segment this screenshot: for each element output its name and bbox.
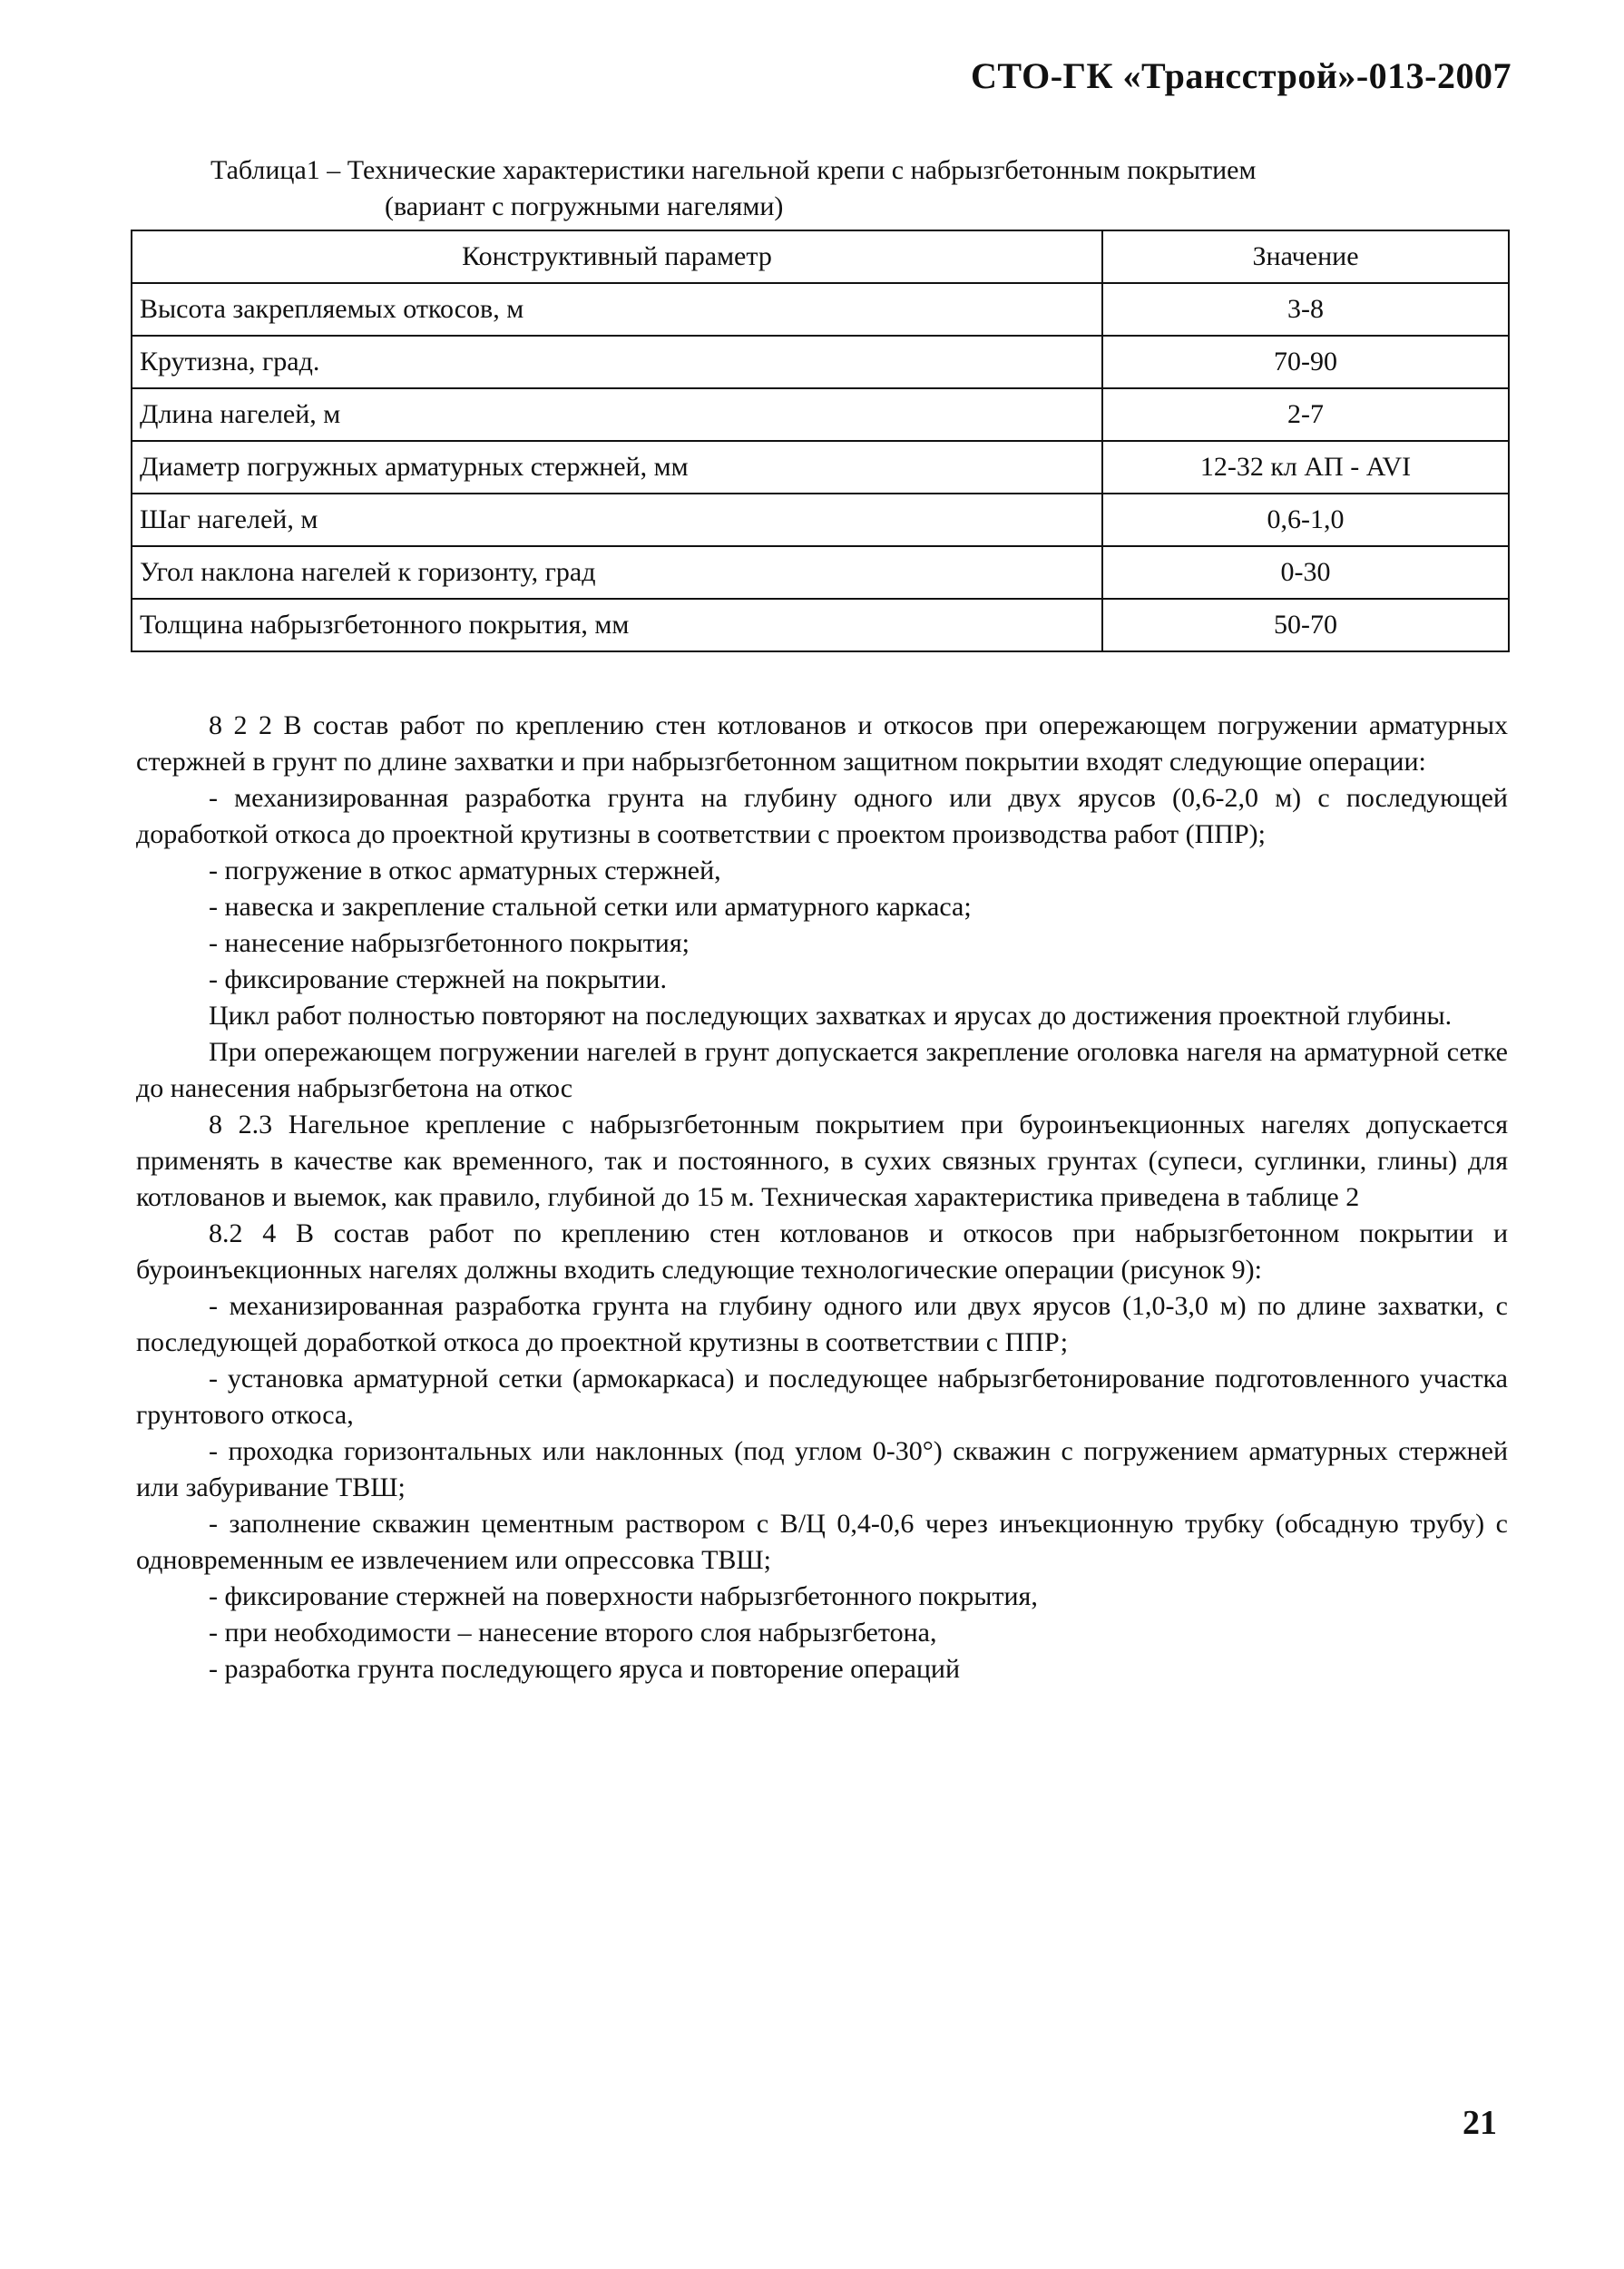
row-value: 70-90 — [1102, 336, 1509, 388]
row-value: 0,6-1,0 — [1102, 494, 1509, 546]
row-value: 3-8 — [1102, 283, 1509, 336]
table-caption — [210, 152, 1508, 225]
list-item: - при необходимости – нанесение второго слоя набрызгбетона, — [209, 1618, 937, 1648]
list-item: - проходка горизонтальных или наклонных (под углом 0-30°) скважин с погружением арматурных стержней или забуривание ТВШ; — [136, 1436, 1508, 1502]
row-parameter: Толщина набрызгбетонного покрытия, мм — [132, 599, 1102, 651]
row-parameter: Шаг нагелей, м — [132, 494, 1102, 546]
list-item: - фиксирование стержней на покрытии. — [209, 964, 667, 994]
list-item: - разработка грунта последующего яруса и повторение операций — [209, 1654, 961, 1684]
table-row — [132, 336, 1509, 388]
paragraph: Цикл работ полностью повторяют на последующих захватках и ярусах до достижения проектной глубины. — [209, 1001, 1453, 1031]
row-parameter: Длина нагелей, м — [132, 388, 1102, 441]
paragraph-8-2-3: 8 2.3 Нагельное крепление с набрызгбетонным покрытием при буроинъекционных нагелях допускается применять в качестве как временного, так и постоянного, в сухих связных грунтах (супеси, суглинки, глины) для котлованов и выемок, как правило, глубиной до 15 м. Техническая характеристика приведена в таблице 2 — [136, 1110, 1508, 1212]
column-header-value: Значение — [1102, 230, 1509, 283]
column-header-parameter: Конструктивный параметр — [132, 230, 1102, 283]
document-code-header: СТО-ГК «Трансстрой»-013-2007 — [971, 55, 1511, 96]
row-value: 2-7 — [1102, 388, 1509, 441]
list-item: - навеска и закрепление стальной сетки или арматурного каркаса; — [209, 892, 972, 922]
table-row — [132, 494, 1509, 546]
table-row — [132, 388, 1509, 441]
list-item: - фиксирование стержней на поверхности набрызгбетонного покрытия, — [209, 1581, 1038, 1611]
table-row — [132, 283, 1509, 336]
page-number: 21 — [1463, 2104, 1497, 2142]
list-item: - погружение в откос арматурных стержней, — [209, 856, 721, 885]
table-row — [132, 441, 1509, 494]
table-caption-title: Таблица1 – Технические характеристики нагельной крепи с набрызгбетонным покрытием — [210, 155, 1257, 185]
table-row — [132, 599, 1509, 651]
list-item: - механизированная разработка грунта на глубину одного или двух ярусов (1,0-3,0 м) по длине захватки, с последующей доработкой откоса до проектной крутизны в соответствии с ППР; — [136, 1291, 1508, 1357]
body-text — [136, 708, 1508, 1687]
paragraph-8-2-4: 8.2 4 В состав работ по креплению стен котлованов и откосов при набрызгбетонном покрытии и буроинъекционных нагелях должны входить следующие технологические операции (рисунок 9): — [136, 1218, 1508, 1285]
row-parameter: Угол наклона нагелей к горизонту, град — [132, 546, 1102, 599]
row-parameter: Диаметр погружных арматурных стержней, мм — [132, 441, 1102, 494]
row-value: 50-70 — [1102, 599, 1509, 651]
list-item: - установка арматурной сетки (армокаркаса) и последующее набрызгбетонирование подготовленного участка грунтового откоса, — [136, 1364, 1508, 1430]
table-caption-subtitle: (вариант с погружными нагелями) — [385, 191, 784, 221]
row-value: 0-30 — [1102, 546, 1509, 599]
list-item: - механизированная разработка грунта на глубину одного или двух ярусов (0,6-2,0 м) с последующей доработкой откоса до проектной крутизны в соответствии с проектом производства работ (ППР); — [136, 783, 1508, 849]
specification-table — [131, 230, 1510, 652]
list-item: - нанесение набрызгбетонного покрытия; — [209, 928, 690, 958]
row-parameter: Высота закрепляемых откосов, м — [132, 283, 1102, 336]
table-header-row — [132, 230, 1509, 283]
row-parameter: Крутизна, град. — [132, 336, 1102, 388]
paragraph-8-2-2: 8 2 2 В состав работ по креплению стен котлованов и откосов при опережающем погружении арматурных стержней в грунт по длине захватки и при набрызгбетонном защитном покрытии входят следующие операции: — [136, 710, 1508, 777]
paragraph: При опережающем погружении нагелей в грунт допускается закрепление оголовка нагеля на арматурной сетке до нанесения набрызгбетона на откос — [136, 1037, 1508, 1103]
list-item: - заполнение скважин цементным раствором с В/Ц 0,4-0,6 через инъекционную трубку (обсадную трубу) с одновременным ее извлечением или опрессовка ТВШ; — [136, 1509, 1508, 1575]
table-row — [132, 546, 1509, 599]
row-value: 12-32 кл АП - AVI — [1102, 441, 1509, 494]
